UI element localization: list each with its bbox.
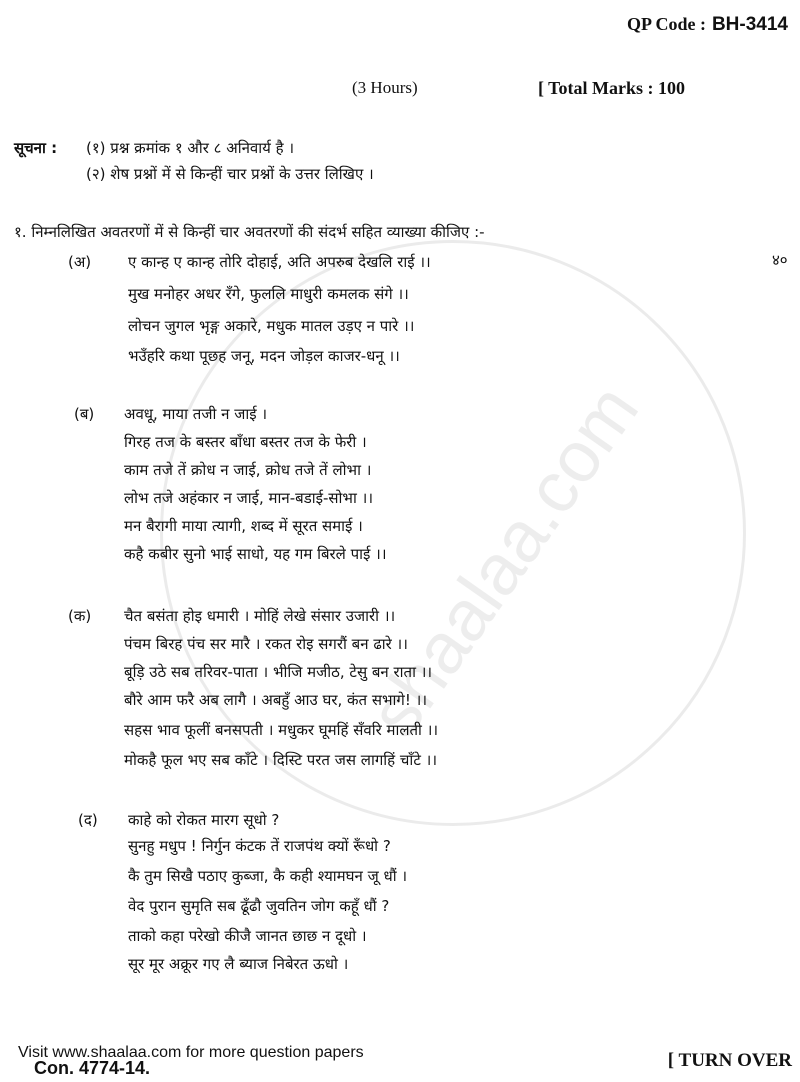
passage-b-line: मन बैरागी माया त्यागी, शब्द में सूरत समाई । bbox=[124, 517, 363, 535]
passage-a-line: मुख मनोहर अधर रँगे, फुललि माधुरी कमलक संगे ।। bbox=[128, 285, 409, 303]
passage-c-line: मोकहै फूल भए सब काँटे । दिस्टि परत जस लागहिं चाँटे ।। bbox=[124, 751, 438, 769]
passage-d-line: ताको कहा परेखो कीजै जानत छाछ न दूधो । bbox=[128, 927, 367, 945]
qp-code-value: BH-3414 bbox=[711, 14, 788, 35]
passage-b-line: अवधू, माया तजी न जाई । bbox=[124, 405, 268, 423]
turn-over-label: [ TURN OVER bbox=[667, 1050, 792, 1071]
total-marks: [ Total Marks : 100 bbox=[538, 78, 686, 98]
question-1-text: १. निम्नलिखित अवतरणों में से किन्हीं चार अवतरणों की संदर्भ सहित व्याख्या कीजिए :- bbox=[14, 223, 485, 241]
question-1-marks: ४० bbox=[772, 251, 788, 269]
passage-b-line: काम तजे तें क्रोध न जाई, क्रोध तजे तें लोभा । bbox=[124, 461, 372, 479]
passage-a-line: ए कान्ह ए कान्ह तोरि दोहाई, अति अपरुब देखलि राई ।। bbox=[128, 253, 431, 271]
instruction-item: (१) प्रश्न क्रमांक १ और ८ अनिवार्य है । bbox=[86, 139, 295, 157]
passage-a-line: लोचन जुगल भृङ्ग अकारे, मधुक मातल उड़ए न पारे ।। bbox=[128, 317, 415, 335]
passage-d-line: काहे को रोकत मारग सूधो ? bbox=[128, 811, 280, 829]
footer-visit-link[interactable]: Visit www.shaalaa.com for more question papers bbox=[18, 1044, 364, 1061]
passage-a-line: भउँहरि कथा पूछह जनू, मदन जोड़ल काजर-धनू ।। bbox=[128, 347, 400, 365]
exam-duration: (3 Hours) bbox=[352, 78, 418, 97]
passage-b-line: लोभ तजे अहंकार न जाई, मान-बडाई-सोभा ।। bbox=[124, 489, 373, 507]
passage-b-line: गिरह तज के बस्तर बाँधा बस्तर तज के फेरी । bbox=[124, 433, 367, 451]
passage-d-line: सूर मूर अक्रूर गए लै ब्याज निबेरत ऊधो । bbox=[128, 955, 349, 973]
instruction-item: (२) शेष प्रश्नों में से किन्हीं चार प्रश्नों के उत्तर लिखिए । bbox=[86, 165, 374, 183]
passage-c-line: बूड़ि उठे सब तरिवर-पाता । भीजि मजीठ, टेसु बन राता ।। bbox=[124, 663, 433, 681]
qp-code-label: QP Code : bbox=[626, 14, 706, 34]
passage-d-line: वेद पुरान सुमृति सब ढूँढौ जुवतिन जोग कहूँ धौं ? bbox=[128, 897, 390, 915]
passage-c-line: चैत बसंता होइ धमारी । मोहिं लेखे संसार उजारी ।। bbox=[124, 607, 396, 625]
passage-a-label: (अ) bbox=[68, 253, 92, 271]
instructions-label: सूचना : bbox=[14, 139, 58, 157]
passage-d-line: कै तुम सिखै पठाए कुब्जा, कै कही श्यामघन जू धौं । bbox=[128, 867, 408, 885]
passage-b-label: (ब) bbox=[74, 405, 95, 423]
passage-c-line: पंचम बिरह पंच सर मारै । रकत रोइ सगरौं बन ढारे ।। bbox=[124, 635, 408, 653]
passage-c-label: (क) bbox=[68, 607, 92, 625]
passage-b-line: कहै कबीर सुनो भाई साधो, यह गम बिरले पाई ।। bbox=[124, 545, 387, 563]
passage-c-line: बौरे आम फरै अब लागै । अबहुँ आउ घर, कंत सभागे! ।। bbox=[124, 691, 428, 709]
qp-code bbox=[627, 14, 788, 36]
footer-con-number: Con. 4774-14. bbox=[34, 1058, 151, 1078]
passage-c-line: सहस भाव फूलीं बनसपती । मधुकर घूमहिं सँवरि मालती ।। bbox=[124, 721, 439, 739]
passage-d-line: सुनहु मधुप ! निर्गुन कंटक तें राजपंथ क्यों रूँधो ? bbox=[128, 837, 391, 855]
passage-d-label: (द) bbox=[78, 811, 98, 829]
watermark-text: shaalaa.com bbox=[354, 370, 654, 752]
